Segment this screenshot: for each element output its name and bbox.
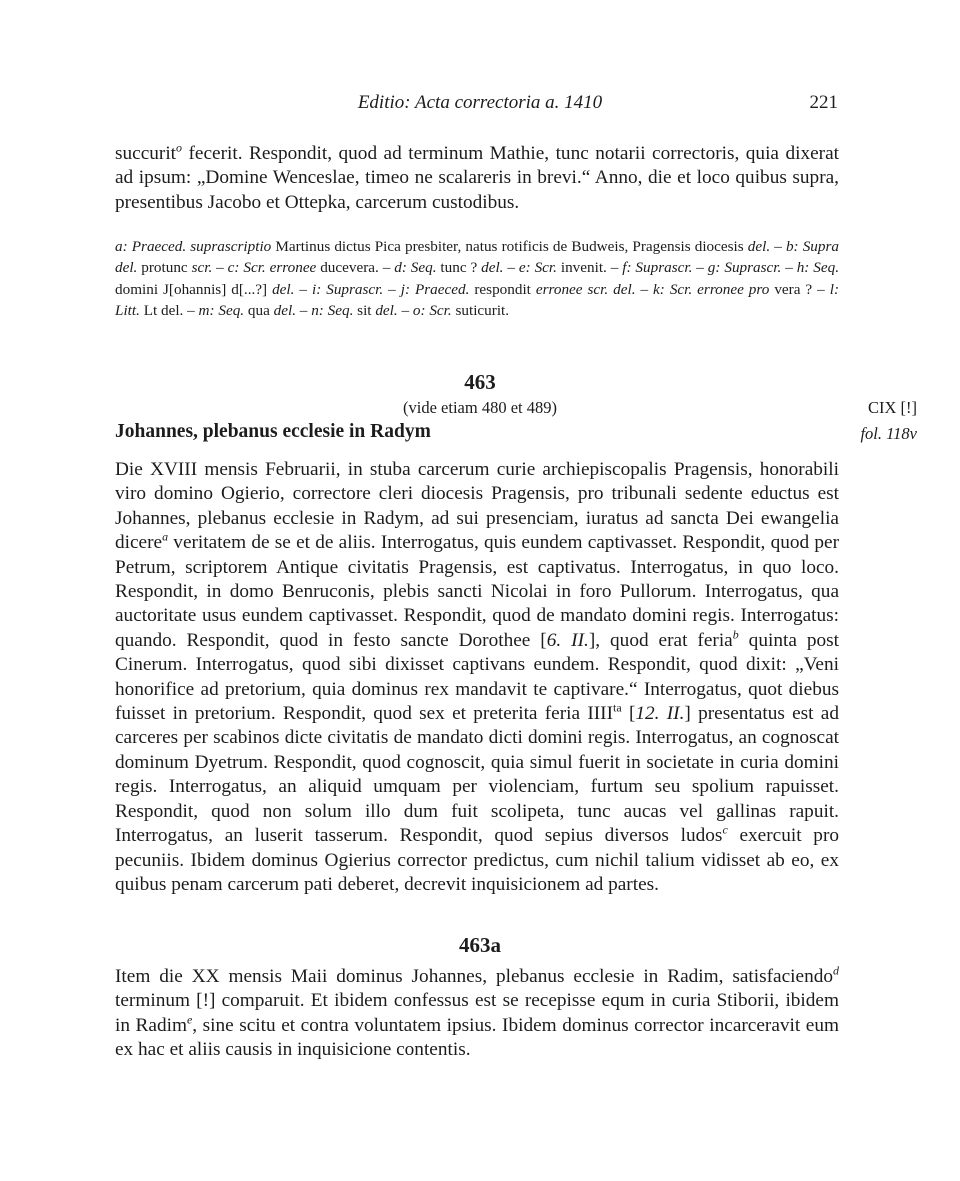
footnote-marker: a — [162, 529, 169, 544]
footnote-text: tunc ? — [436, 259, 482, 277]
footnote-label: del. — [273, 302, 296, 320]
footnote-marker: b — [732, 627, 739, 642]
footnote-text: qua — [244, 302, 274, 320]
entry-463a-paragraph — [115, 965, 839, 1063]
footnote-label: del. — [481, 259, 504, 277]
entry-number-463a: 463a — [459, 933, 501, 957]
footnote-label: scr. — [191, 259, 213, 277]
text-run: fecerit. Respondit, quod ad terminum Mathie, tunc notarii correctoris, quia dixerat ad ipsum: „Domine Wenceslae, timeo ne scalareris in brevi.“ Anno, die et loco quibus supra, presentibus Jacobo et Ottepka, carcerum custodibus. — [115, 143, 839, 213]
text-run: ], quod erat feria — [588, 629, 733, 651]
entry-463-paragraph — [115, 458, 839, 897]
footnote-marker: e — [186, 1012, 193, 1027]
footnote-label: l: Litt. — [115, 280, 839, 320]
footnote-label: a: Praeced. suprascriptio — [115, 238, 272, 255]
footnote-text: ducevera. — [316, 259, 383, 277]
footnote-text: Lt del. – — [139, 302, 199, 320]
footnote-marker: c — [722, 822, 728, 837]
entry-463a-body — [115, 965, 839, 1063]
footnote-label: m: Seq. — [198, 302, 245, 320]
footnote-text: Martinus dictus Pica presbiter, natus rotificis de Budweis, Pragensis diocesis — [271, 238, 748, 255]
margin-note-folio-roman: CIX [!] — [867, 398, 917, 417]
ordinal-superscript: ta — [613, 700, 622, 715]
text-run: Die XVIII mensis Februarii, in stuba carcerum curie archiepiscopalis Pragensis, honorabili viro domino Ogierio, correctore cleri diocesis Pragensis, pro tribunali sedente eductus est Johannes, plebanus ecclesie in Radym, ad sui presenciam, iuratus ad sancta Dei ewangelia dicere — [115, 459, 839, 554]
footnote-text: domini J[ohannis] d[...?] — [115, 280, 273, 298]
continuation-paragraph — [115, 142, 839, 215]
footnote-text: suticurit. — [451, 302, 510, 320]
footnote-label: – c: Scr. erronee — [212, 259, 317, 277]
footnote-label: – i: Suprascr. – j: Praeced. — [294, 280, 470, 298]
running-head — [0, 92, 960, 116]
text-run: succurit — [115, 143, 177, 164]
footnotes-block — [115, 236, 839, 322]
text-run: quinta post Cinerum. Interrogatus, quod sibi dixisset captivans eundem. Respondit, quod dixit: „Veni honorifice ad pretorium, quia dominus rex mandavit te captivare.“ Interrogatus, quot diebus fuisset in pretorium. Respondit, quod sex et preterita feria IIII — [115, 629, 839, 725]
text-run: terminum [!] comparuit. Et ibidem confessus est se recepisse equm in curia Stiborii, ibidem in Radim — [115, 990, 839, 1036]
text-run: veritatem de se et de aliis. Interrogatus, quis eundem captivasset. Respondit, quod per Petrum, scriptorem Antique civitatis Pragensis, est captivatus. Interrogatus, in quo loco. Respondit, in domo Benruconis, plebis sancti Nicolai in foro Pullorum. Interrogatus, qua auctoritate usus eundem captivasset. Respondit, quod de mandato domini regis. Interrogatus: quando. Respondit, quod in festo sancte Dorothee [ — [115, 532, 839, 651]
page-number: 221 — [809, 92, 838, 113]
footnote-label: – b: Supra del. — [115, 238, 839, 277]
date-editorial: 12. II. — [635, 703, 685, 725]
text-run: ] presentatus est ad carceres per scabinos dicte civitatis de mandato dicti domini regis. Interrogatus, an cognoscat dominum Dyetrum. Respondit, quod cognoscit, quia simul fuerit in societate in curia domini regis. Interrogatus, an aliquid umquam per violenciam, furtum seu spolium rapuisset. Respondit, quod non solum illo dum fuit scolipeta, tunc aucas vel gallinas rapuit. Interrogatus, an luserit tasserum. Respondit, quod sepius diversos ludos — [115, 703, 840, 847]
footnote-text: respondit — [469, 280, 536, 298]
footnote-label: – o: Scr. — [397, 302, 452, 320]
footnote-text: vera ? – — [769, 280, 830, 298]
text-run: exercuit pro pecuniis. Ibidem dominus Ogierius corrector predictus, cum nichil talium vidisset ab eo, ex quibus penam carcerum pati deberet, decrevit inquisicionem ad partes. — [115, 825, 840, 895]
entry-463-body — [115, 458, 839, 897]
text-run: [ — [621, 703, 636, 725]
footnote-label: – d: Seq. — [382, 259, 437, 277]
entry-heading: Johannes, plebanus ecclesie in Radym — [115, 421, 431, 442]
footnote-marker: d — [833, 963, 839, 978]
entry-number-463: 463 — [464, 370, 496, 394]
footnote-label: erronee scr. del. – k: Scr. erronee pro — [535, 280, 770, 298]
footnote-label: – n: Seq. — [296, 302, 354, 320]
footnote-label: del. — [272, 280, 295, 298]
entry-cross-reference: (vide etiam 480 et 489) — [403, 398, 557, 417]
footnote-label: f: Suprascr. – g: Suprascr. – h: Seq. — [622, 259, 839, 277]
running-title: Editio: Acta correctoria a. 1410 — [357, 92, 603, 113]
text-run: , sine scitu et contra voluntatem ipsius. Ibidem dominus corrector incarceravit eum ex hac et aliis causis in inquisicione contentis. — [115, 1014, 839, 1061]
footnote-text: sit — [353, 302, 376, 320]
footnote-label: – e: Scr. — [503, 259, 557, 277]
margin-note-folio: fol. 118v — [860, 424, 917, 443]
footnotes-apparatus — [115, 236, 839, 322]
footnote-label: del. — [747, 238, 771, 255]
footnote-text: protunc — [137, 259, 192, 277]
date-editorial: 6. II. — [546, 629, 589, 651]
footnote-marker: o — [176, 140, 183, 155]
footnote-label: del. — [375, 302, 398, 320]
text-run: Item die XX mensis Maii dominus Johannes, plebanus ecclesie in Radim, satisfaciendo — [115, 966, 834, 987]
continuation-paragraph-block — [115, 142, 839, 215]
footnote-text: invenit. – — [556, 259, 623, 277]
